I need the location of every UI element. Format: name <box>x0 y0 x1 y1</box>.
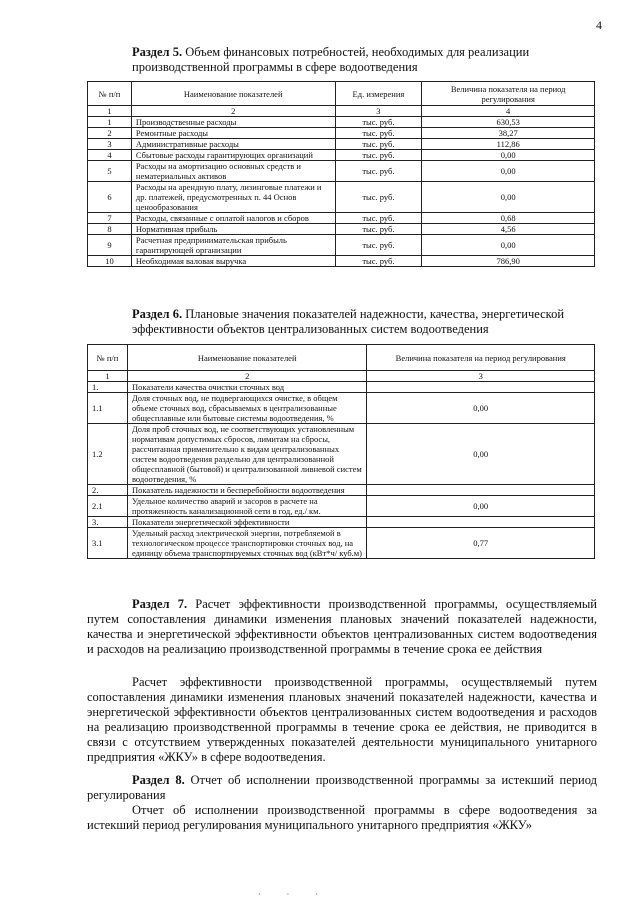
table-cell-value: 4,56 <box>422 224 595 235</box>
table-cell-n: 3. <box>88 517 128 528</box>
table-cell-n: 2 <box>88 128 132 139</box>
section8 <box>87 773 597 833</box>
financial-needs-table <box>87 81 595 267</box>
table-numbering-row <box>88 106 595 117</box>
table-cell-name: Необходимая валовая выручка <box>131 256 335 267</box>
table-row <box>88 139 595 150</box>
table-cell-unit: тыс. руб. <box>335 128 422 139</box>
table-cell-name: Доля сточных вод, не подвергающихся очистке, в общем объеме сточных вод, сбрасываемых в централизованные общесплавные или бытовые системы водоотведения, % <box>127 393 367 424</box>
table-cell-value: 0,00 <box>367 496 595 517</box>
table-row <box>88 256 595 267</box>
table-cell-unit: тыс. руб. <box>335 213 422 224</box>
table-cell-n: 10 <box>88 256 132 267</box>
table-cell-n: 6 <box>88 182 132 213</box>
table-cell-unit: тыс. руб. <box>335 150 422 161</box>
table-row <box>88 496 595 517</box>
table-cell-name: Административные расходы <box>131 139 335 150</box>
table-cell-n: 3.1 <box>88 528 128 559</box>
table-cell-name: Показатели энергетической эффективности <box>127 517 367 528</box>
table-cell-unit: тыс. руб. <box>335 224 422 235</box>
section5-heading-text: Объем финансовых потребностей, необходимых для реализации производственной программы в сфере водоотведения <box>132 45 530 74</box>
section7-heading-text: Расчет эффективности производственной программы, осуществляемый путем сопоставления динамики изменения плановых значений показателей надежности, качества и энергетической эффективности объектов централизованных систем водоотведения и расходов на реализацию производственной программы в течение срока ее действия <box>87 597 597 656</box>
table-row <box>88 128 595 139</box>
table-cell-unit: тыс. руб. <box>335 182 422 213</box>
table-row <box>88 424 595 485</box>
table-cell-unit: тыс. руб. <box>335 256 422 267</box>
table-cell-value: 0,00 <box>367 424 595 485</box>
column-number: 3 <box>367 371 595 382</box>
table-cell-value: 38,27 <box>422 128 595 139</box>
table-cell-name: Показатель надежности и бесперебойности водоотведения <box>127 485 367 496</box>
table-numbering-row <box>88 371 595 382</box>
column-number: 2 <box>127 371 367 382</box>
table-cell-name: Ремонтные расходы <box>131 128 335 139</box>
table-row <box>88 161 595 182</box>
table-cell-value: 630,53 <box>422 117 595 128</box>
table-cell-value: 786,90 <box>422 256 595 267</box>
table-cell-n: 1.2 <box>88 424 128 485</box>
table-cell-unit: тыс. руб. <box>335 139 422 150</box>
column-header: Наименование показателей <box>127 345 367 371</box>
table-row <box>88 150 595 161</box>
table-cell-unit: тыс. руб. <box>335 117 422 128</box>
table-cell-value <box>367 382 595 393</box>
table-header-row <box>88 345 595 371</box>
section6-heading-label: Раздел 6. <box>132 307 183 321</box>
section7-heading-label: Раздел 7. <box>132 597 188 611</box>
table-cell-name: Удельное количество аварий и засоров в расчете на протяженность канализационной сети в год, ед./ км. <box>127 496 367 517</box>
table-cell-value <box>367 485 595 496</box>
column-header: Наименование показателей <box>131 82 335 106</box>
table-cell-name: Производственные расходы <box>131 117 335 128</box>
table-cell-value: 0,00 <box>422 150 595 161</box>
table-cell-value: 112,86 <box>422 139 595 150</box>
table-cell-name: Нормативная прибыль <box>131 224 335 235</box>
column-header: № п/п <box>88 82 132 106</box>
table-cell-n: 3 <box>88 139 132 150</box>
scan-artifact: · · · <box>258 890 330 899</box>
section8-heading-text: Отчет об исполнении производственной программы за истекший период регулирования <box>87 773 597 802</box>
table-cell-n: 5 <box>88 161 132 182</box>
section6-heading-text: Плановые значения показателей надежности, качества, энергетической эффективности объектов централизованных систем водоотведения <box>132 307 565 336</box>
table-row <box>88 485 595 496</box>
table-cell-n: 4 <box>88 150 132 161</box>
column-number: 2 <box>131 106 335 117</box>
section6-heading <box>87 307 597 337</box>
table-cell-n: 8 <box>88 224 132 235</box>
table-cell-n: 9 <box>88 235 132 256</box>
column-header: Ед. измерения <box>335 82 422 106</box>
table-cell-name: Доля проб сточных вод, не соответствующих установленным нормативам допустимых сбросов, лимитам на сбросы, рассчитанная применительно к видам централизованных систем водоотведения раздельно для централизованной общесплавной (бытовой) и централизованной ливневой систем водоотведения, % <box>127 424 367 485</box>
table-cell-name: Сбытовые расходы гарантирующих организаций <box>131 150 335 161</box>
table-cell-unit: тыс. руб. <box>335 235 422 256</box>
section7 <box>87 597 597 765</box>
table-cell-n: 1. <box>88 382 128 393</box>
table-cell-name: Расходы на арендную плату, лизинговые платежи и др. платежей, предусмотренных п. 44 Основ ценообразования <box>131 182 335 213</box>
page-number: 4 <box>596 18 602 32</box>
section5-heading <box>87 45 597 75</box>
table-cell-name: Показатели качества очистки сточных вод <box>127 382 367 393</box>
table-row <box>88 235 595 256</box>
table-cell-n: 2. <box>88 485 128 496</box>
section5-heading-label: Раздел 5. <box>132 45 183 59</box>
table-cell-name: Расходы на амортизацию основных средств и нематериальных активов <box>131 161 335 182</box>
table-cell-n: 7 <box>88 213 132 224</box>
table-row <box>88 182 595 213</box>
reliability-indicators-table <box>87 344 595 559</box>
table-cell-n: 2.1 <box>88 496 128 517</box>
table-cell-value: 0,68 <box>422 213 595 224</box>
column-number: 3 <box>335 106 422 117</box>
table-cell-value: 0,00 <box>422 182 595 213</box>
table-cell-unit: тыс. руб. <box>335 161 422 182</box>
column-header: № п/п <box>88 345 128 371</box>
section8-paragraph: Отчет об исполнении производственной программы в сфере водоотведения за истекший период регулирования муниципального унитарного предприятия «ЖКУ» <box>87 803 597 832</box>
table-row <box>88 393 595 424</box>
table-cell-name: Удельный расход электрической энергии, потребляемой в технологическом процессе транспортировки сточных вод, на единицу объема транспортируемых сточных вод (кВт*ч/ куб.м) <box>127 528 367 559</box>
table-cell-value: 0,00 <box>422 161 595 182</box>
table-cell-value: 0,00 <box>422 235 595 256</box>
table-cell-n: 1.1 <box>88 393 128 424</box>
table-cell-n: 1 <box>88 117 132 128</box>
table-row <box>88 382 595 393</box>
table-row <box>88 117 595 128</box>
section7-paragraph: Расчет эффективности производственной программы, осуществляемый путем сопоставления динамики изменения плановых значений показателей надежности, качества и энергетической эффективности объектов централизованных систем водоотведения и расходов на реализацию производственной программы в течение срока ее действия, не приводится в связи с отсутствием утвержденных показателей деятельности муниципального унитарного предприятия «ЖКУ» в сфере водоотведения. <box>87 675 597 764</box>
table-row <box>88 213 595 224</box>
column-number: 1 <box>88 371 128 382</box>
table-cell-value <box>367 517 595 528</box>
table-cell-value: 0,77 <box>367 528 595 559</box>
column-number: 4 <box>422 106 595 117</box>
column-number: 1 <box>88 106 132 117</box>
section8-heading-label: Раздел 8. <box>132 773 185 787</box>
table-row <box>88 224 595 235</box>
column-header: Величина показателя на период регулирования <box>367 345 595 371</box>
table-cell-value: 0,00 <box>367 393 595 424</box>
table-header-row <box>88 82 595 106</box>
table-row <box>88 528 595 559</box>
table-cell-name: Расчетная предпринимательская прибыль гарантирующей организации <box>131 235 335 256</box>
table-row <box>88 517 595 528</box>
table-cell-name: Расходы, связанные с оплатой налогов и сборов <box>131 213 335 224</box>
column-header: Величина показателя на период регулирования <box>422 82 595 106</box>
